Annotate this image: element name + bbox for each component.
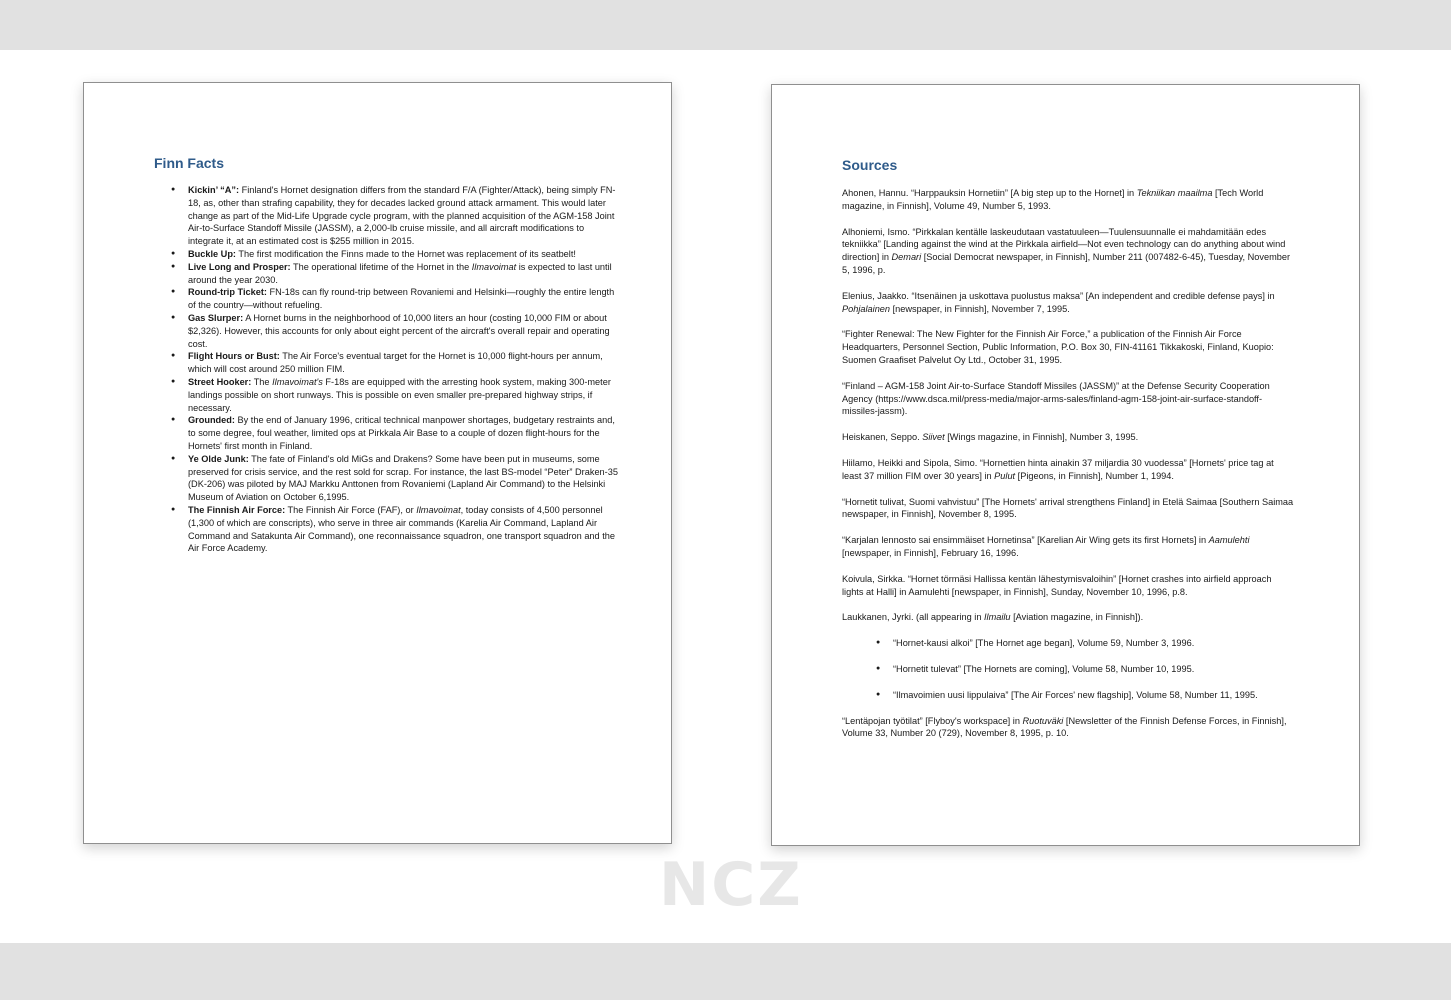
fact-item xyxy=(188,350,622,376)
text-run: The first modification the Finns made to the Hornet was replacement of its seatbelt! xyxy=(236,248,576,259)
source-entry xyxy=(842,715,1294,741)
source-entry xyxy=(842,496,1294,522)
finn-facts-list xyxy=(169,184,622,555)
text-run: Laukkanen, Jyrki. (all appearing in xyxy=(842,612,984,623)
text-run: “Lentäpojan työtilat” [Flyboy's workspace] in xyxy=(842,715,1023,726)
document-page-2 xyxy=(771,84,1360,846)
italic-title: Ilmavoimat's xyxy=(272,376,323,387)
source-entry xyxy=(842,187,1294,213)
text-run: By the end of January 1996, critical technical manpower shortages, budgetary restraints and, to some degree, foul weather, limited ops at Pirkkala Air Base to a couple of dozen flight-hours for the Hornets' first month in Finland. xyxy=(188,415,615,451)
source-entry xyxy=(842,328,1294,366)
text-run: The Finnish Air Force (FAF), or xyxy=(285,504,417,515)
text-run: , today consists of 4,500 personnel (1,300 of which are conscripts), who serve in three air commands (Karelia Air Command, Lapland Air Command and Satakunta Air Command), one reconnaissance squadron, one transport squadron and the Air Force Academy. xyxy=(188,504,615,554)
text-run: [newspaper, in Finnish], February 16, 1996. xyxy=(842,547,1019,558)
source-entry xyxy=(842,290,1294,316)
text-run: A Hornet burns in the neighborhood of 10,000 liters an hour (costing 10,000 FIM or about $2,326). However, this accounts for only about eight percent of the aircraft's overall repair and operating cost. xyxy=(188,312,610,349)
fact-item xyxy=(188,312,622,350)
text-run: [Newsletter of the Finnish Defense Forces, in Finnish], Volume 33, Number 20 (729), November 8, 1995, p. 10. xyxy=(842,715,1287,739)
source-entry xyxy=(842,226,1294,277)
text-run: “Hornetit tulivat, Suomi vahvistuu” [The Hornets' arrival strengthens Finland] in Etelä Saimaa [Southern Saimaa newspaper, in Finnish], November 8, 1995. xyxy=(842,496,1294,520)
text-run: The fate of Finland's old MiGs and Drakens? Some have been put in museums, some preserved for crisis service, and the rest sold for scrap. For instance, the last BS-model “Peter” Draken-35 (DK-206) was piloted by MAJ Markku Anttonen from Rovaniemi (Lapland Air Command) to the Helsinki Museum of Aviation on October 6,1995. xyxy=(188,453,618,503)
bottom-gray-band xyxy=(0,943,1451,1000)
text-run: The operational lifetime of the Hornet in the xyxy=(290,261,472,272)
text-run: F-18s are equipped with the arresting hook system, making 300-meter landings possible on short runways. This is possible on even smaller pre-prepared highway strips, if necessary. xyxy=(188,376,611,413)
text-run: [Pigeons, in Finnish], Number 1, 1994. xyxy=(1015,470,1174,481)
text-run: Finland's Hornet designation differs from the standard F/A (Fighter/Attack), being simply FN-18, as, other than strafing capability, they for decades lacked ground attack armament. This would later change as part of the Mid-Life Upgrade cycle program, with the planned acquisition of the AGM-158 Joint Air-to-Surface Standoff Missile (JASSM), a 2,000-lb cruise missile, and all aircraft modifications to integrate it, at an estimated cost is $255 million in 2015. xyxy=(188,185,616,247)
fact-item xyxy=(188,453,622,504)
fact-label: Ye Olde Junk: xyxy=(188,453,249,464)
fact-item xyxy=(188,414,622,452)
italic-title: Ilmavoimat xyxy=(471,261,517,272)
text-run: [Wings magazine, in Finnish], Number 3, 1995. xyxy=(944,432,1139,443)
text-run: [newspaper, in Finnish], November 7, 1995. xyxy=(890,303,1070,314)
italic-title: Ilmailu xyxy=(983,612,1011,623)
text-run: The Air Force's eventual target for the Hornet is 10,000 flight-hours per annum, which will cost around 250 million FIM. xyxy=(188,351,603,375)
fact-label: Kickin’ “A”: xyxy=(188,185,240,195)
fact-label: Round-trip Ticket: xyxy=(188,287,267,298)
source-entry xyxy=(842,573,1294,599)
text-run: Alhoniemi, Ismo. “Pirkkalan kentälle laskeudutaan vastatuuleen—Tuulensuunnalle ei mahdamitään edes tekniikka” [Landing against the wind at the Pirkkala airfield—Not even technology can do anything about wind direction] in xyxy=(842,226,1286,263)
page-heading-sources: Sources xyxy=(842,157,898,173)
text-run: is expected to last until around the year 2030. xyxy=(188,261,612,285)
fact-label: Flight Hours or Bust: xyxy=(188,351,280,362)
source-entry xyxy=(842,457,1294,483)
sub-source-item: ● “Hornetit tulevat” [The Hornets are coming], Volume 58, Number 10, 1995. xyxy=(893,663,1294,676)
italic-title: Siivet xyxy=(922,432,945,443)
source-entry xyxy=(842,431,1294,444)
fact-label: Live Long and Prosper: xyxy=(188,261,291,272)
fact-label: Gas Slurper: xyxy=(188,312,244,323)
fact-item xyxy=(188,504,622,555)
text-run: FN-18s can fly round-trip between Rovaniemi and Helsinki—roughly the entire length of the country—without refueling. xyxy=(188,287,615,311)
text-run: [Tech World magazine, in Finnish], Volume 49, Number 5, 1993. xyxy=(842,188,1264,211)
italic-title: Pohjalainen xyxy=(842,303,891,314)
italic-title: Ilmavoimat xyxy=(416,504,461,515)
sub-source-item: ● “Ilmavoimien uusi lippulaiva” [The Air Forces' new flagship], Volume 58, Number 11, 1995. xyxy=(893,689,1294,702)
text-run: Elenius, Jaakko. “Itsenäinen ja uskottava puolustus maksa” [An independent and credible defense pays] in xyxy=(842,290,1275,301)
text-run: “Finland – AGM-158 Joint Air-to-Surface Standoff Missiles (JASSM)” at the Defense Security Cooperation Agency (https://www.dsca.mil/press-media/major-arms-sales/finland-agm-158-joint-air-surface-standoff-missiles-jassm). xyxy=(842,380,1270,417)
text-run: Heiskanen, Seppo. xyxy=(842,432,923,443)
source-entry xyxy=(842,380,1294,418)
fact-item xyxy=(188,261,622,287)
italic-title: Tekniikan maailma xyxy=(1136,188,1213,198)
fact-item xyxy=(188,184,622,248)
text-run: The xyxy=(251,376,273,387)
laukkanen-sub-sources xyxy=(842,637,1294,701)
fact-label: The Finnish Air Force: xyxy=(188,504,286,515)
fact-label: Buckle Up: xyxy=(188,248,236,259)
italic-title: Aamulehti xyxy=(1208,535,1250,546)
fact-item xyxy=(188,376,622,414)
fact-label: Grounded: xyxy=(188,415,235,426)
text-run: [Social Democrat newspaper, in Finnish], Number 211 (007482-6-45), Tuesday, November 5, 1996, p. xyxy=(842,252,1291,275)
watermark-logo: NCZ xyxy=(659,850,803,920)
text-run: “Fighter Renewal: The New Fighter for the Finnish Air Force,” a publication of the Finnish Air Force Headquarters, Personnel Section, Public Information, P.O. Box 30, FIN-41161 Tikkakoski, Finland, Kuopio: Suomen Graafiset Palvelut Oy Ltd., October 31, 1995. xyxy=(842,329,1274,365)
fact-label: Street Hooker: xyxy=(188,376,252,387)
text-run: Koivula, Sirkka. “Hornet törmäsi Hallissa kentän lähestymisvaloihin” [Hornet crashes into airfield approach lights at Halli] in Aamulehti [newspaper, in Finnish], Sunday, November 10, 1996, p.8. xyxy=(842,573,1272,597)
fact-item xyxy=(188,248,622,261)
sub-source-item: ● “Hornet-kausi alkoi” [The Hornet age began], Volume 59, Number 3, 1996. xyxy=(893,637,1294,650)
italic-title: Ruotuväki xyxy=(1022,715,1064,726)
fact-item xyxy=(188,286,622,312)
page-heading-finn-facts: Finn Facts xyxy=(154,155,225,171)
document-page-1 xyxy=(83,82,672,844)
text-run: Ahonen, Hannu. “Harppauksin Hornetiin” [A big step up to the Hornet] in xyxy=(842,188,1137,198)
text-run: “Karjalan lennosto sai ensimmäiset Hornetinsa” [Karelian Air Wing gets its first Hornets] in xyxy=(842,535,1209,546)
top-gray-band xyxy=(0,0,1451,50)
italic-title: Pulut xyxy=(994,470,1016,481)
text-run: Hiilamo, Heikki and Sipola, Simo. “Hornettien hinta ainakin 37 miljardia 30 vuodessa” [Hornets' price tag at least 37 million FIM over 30 years] in xyxy=(842,457,1274,481)
sources-list xyxy=(842,187,1294,753)
source-entry xyxy=(842,611,1294,624)
source-entry xyxy=(842,534,1294,560)
italic-title: Demari xyxy=(891,252,922,263)
text-run: [Aviation magazine, in Finnish]). xyxy=(1010,612,1144,623)
